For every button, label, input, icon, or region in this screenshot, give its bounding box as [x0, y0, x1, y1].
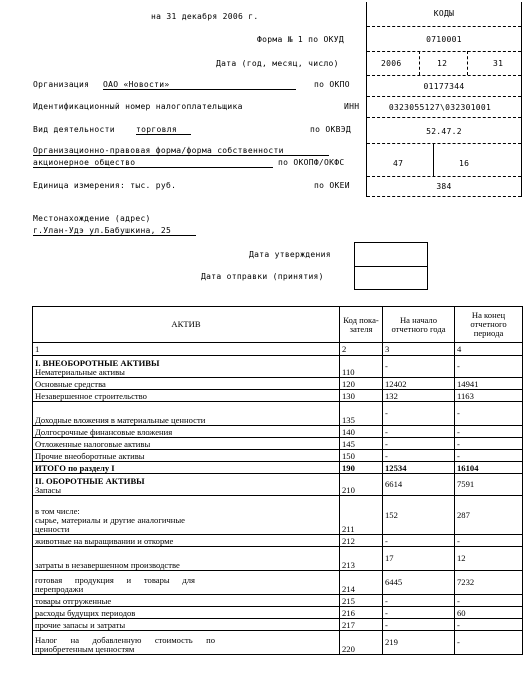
row-end: -: [455, 356, 523, 378]
col-number: 4: [455, 343, 523, 356]
row-start: 17: [383, 547, 455, 571]
table-row: [33, 356, 523, 378]
activity-value: торговля: [136, 125, 191, 135]
date-day: 31: [493, 59, 504, 68]
row-label: Долгосрочные финансовые вложения: [33, 426, 340, 438]
row-end: 7591: [455, 474, 523, 496]
row-start: -: [383, 595, 455, 607]
codes-title: КОДЫ: [433, 9, 455, 18]
row-code: 135: [340, 402, 383, 426]
row-start: 152: [383, 496, 455, 535]
row-code: 217: [340, 619, 383, 631]
table-row: [33, 535, 523, 547]
row-code: 212: [340, 535, 383, 547]
row-start: 219: [383, 631, 455, 655]
row-label: в том числе:: [35, 506, 80, 516]
okpo-label: по ОКПО: [314, 80, 350, 89]
row-label: Запасы: [35, 485, 62, 495]
activity-label: Вид деятельности: [33, 125, 115, 134]
okved-label: по ОКВЭД: [310, 125, 351, 134]
row-code: 190: [340, 462, 383, 474]
row-label: затраты в незавершенном производстве: [35, 560, 180, 570]
report-date: на 31 декабря 2006 г.: [151, 12, 259, 21]
row-start: 12402: [383, 378, 455, 390]
row-start: -: [383, 356, 455, 378]
form-code: 0710001: [426, 35, 462, 44]
col-number: 3: [383, 343, 455, 356]
row-label: прочие запасы и затраты: [33, 619, 340, 631]
row-label: Доходные вложения в материальные ценности: [35, 415, 206, 425]
okei-label: по ОКЕИ: [314, 181, 350, 190]
location-value: г.Улан-Удэ ул.Бабушкина, 25: [33, 226, 196, 236]
row-end: 16104: [455, 462, 523, 474]
row-end: 14941: [455, 378, 523, 390]
org-label: Организация: [33, 80, 90, 89]
table-row-total: [33, 462, 523, 474]
row-start: -: [383, 619, 455, 631]
row-end: -: [455, 438, 523, 450]
table-row: [33, 474, 523, 496]
table-row: [33, 619, 523, 631]
date-label: Дата (год, месяц, число): [216, 59, 339, 68]
balance-table: [32, 306, 523, 655]
row-end: -: [455, 450, 523, 462]
unit-label: Единица измерения: тыс. руб.: [33, 181, 177, 190]
table-row: [33, 607, 523, 619]
approval-date-box[interactable]: [354, 242, 428, 268]
legal-form-value: акционерное общество: [33, 158, 273, 168]
row-label: животные на выращивании и откорме: [33, 535, 340, 547]
row-code: 145: [340, 438, 383, 450]
section-title: II. ОБОРОТНЫЕ АКТИВЫ: [35, 476, 145, 486]
table-row: [33, 378, 523, 390]
okei-code: 384: [436, 182, 452, 191]
table-row: [33, 571, 523, 595]
row-start: -: [383, 426, 455, 438]
table-row: [33, 450, 523, 462]
row-end: -: [455, 426, 523, 438]
row-code: 216: [340, 607, 383, 619]
row-end: 7232: [455, 571, 523, 595]
row-code: 130: [340, 390, 383, 402]
table-row: [33, 547, 523, 571]
okfs-code: 16: [459, 159, 470, 168]
row-start: -: [383, 607, 455, 619]
row-end: 12: [455, 547, 523, 571]
row-label: сырье, материалы и другие аналогичные ценности: [35, 515, 185, 534]
row-start: 6614: [383, 474, 455, 496]
row-label: готовая продукция и товары для перепродажи: [35, 575, 195, 594]
row-code: 210: [340, 474, 383, 496]
legal-form-label: Организационно-правовая форма/форма собственности: [33, 146, 329, 156]
row-end: -: [455, 402, 523, 426]
table-row: [33, 595, 523, 607]
row-start: -: [383, 438, 455, 450]
row-end: 287: [455, 496, 523, 535]
row-end: -: [455, 619, 523, 631]
okpo-code: 01177344: [423, 82, 465, 91]
table-row: [33, 390, 523, 402]
row-label: расходы будущих периодов: [33, 607, 340, 619]
row-code: 220: [340, 631, 383, 655]
row-end: -: [455, 535, 523, 547]
sent-label: Дата отправки (принятия): [201, 272, 324, 281]
row-code: 215: [340, 595, 383, 607]
row-label: Прочие внеоборотные активы: [33, 450, 340, 462]
row-start: -: [383, 535, 455, 547]
form-label: Форма № 1 по ОКУД: [257, 35, 344, 44]
section-title: I. ВНЕОБОРОТНЫЕ АКТИВЫ: [35, 358, 160, 368]
codes-column: [366, 2, 522, 197]
row-label: ИТОГО по разделу I: [33, 462, 340, 474]
row-label: Нематериальные активы: [35, 367, 125, 377]
row-code: 120: [340, 378, 383, 390]
table-row: [33, 631, 523, 655]
okved-code: 52.47.2: [426, 127, 462, 136]
row-label: Незавершенное строительство: [33, 390, 340, 402]
sent-date-box[interactable]: [354, 266, 428, 290]
row-end: -: [455, 631, 523, 655]
row-start: 12534: [383, 462, 455, 474]
location-label: Местонахождение (адрес): [33, 214, 151, 223]
row-code: 110: [340, 356, 383, 378]
row-end: -: [455, 595, 523, 607]
inn-tag: ИНН: [344, 102, 360, 111]
col-number: 2: [340, 343, 383, 356]
col-header-code: Код пока-зателя: [340, 307, 383, 343]
row-code: 140: [340, 426, 383, 438]
row-label: товары отгруженные: [33, 595, 340, 607]
org-name: ОАО «Новости»: [103, 80, 296, 90]
row-code: 213: [340, 547, 383, 571]
date-year: 2006: [381, 59, 402, 68]
row-code: 211: [340, 496, 383, 535]
table-row: [33, 496, 523, 535]
okopf-code: 47: [393, 159, 404, 168]
row-start: -: [383, 402, 455, 426]
row-label: Основные средства: [33, 378, 340, 390]
col-header-asset: АКТИВ: [33, 307, 340, 343]
inn-code: 0323055127\032301001: [388, 103, 492, 112]
table-header-row: [33, 307, 523, 343]
date-month: 12: [437, 59, 448, 68]
row-code: 214: [340, 571, 383, 595]
table-row: [33, 426, 523, 438]
col-number: 1: [33, 343, 340, 356]
table-row: [33, 402, 523, 426]
row-end: 60: [455, 607, 523, 619]
row-start: 132: [383, 390, 455, 402]
col-header-start: На начало отчетного года: [383, 307, 455, 343]
inn-label: Идентификационный номер налогоплательщика: [33, 102, 243, 111]
row-label: Отложенные налоговые активы: [33, 438, 340, 450]
col-header-end: На конец отчетного периода: [455, 307, 523, 343]
row-end: 1163: [455, 390, 523, 402]
row-label: Налог на добавленную стоимость по приобретенным ценностям: [35, 635, 215, 654]
okopf-label: по ОКОПФ/ОКФС: [278, 158, 345, 167]
row-start: -: [383, 450, 455, 462]
row-start: 6445: [383, 571, 455, 595]
approval-label: Дата утверждения: [249, 250, 331, 259]
table-colnum-row: [33, 343, 523, 356]
row-code: 150: [340, 450, 383, 462]
table-row: [33, 438, 523, 450]
